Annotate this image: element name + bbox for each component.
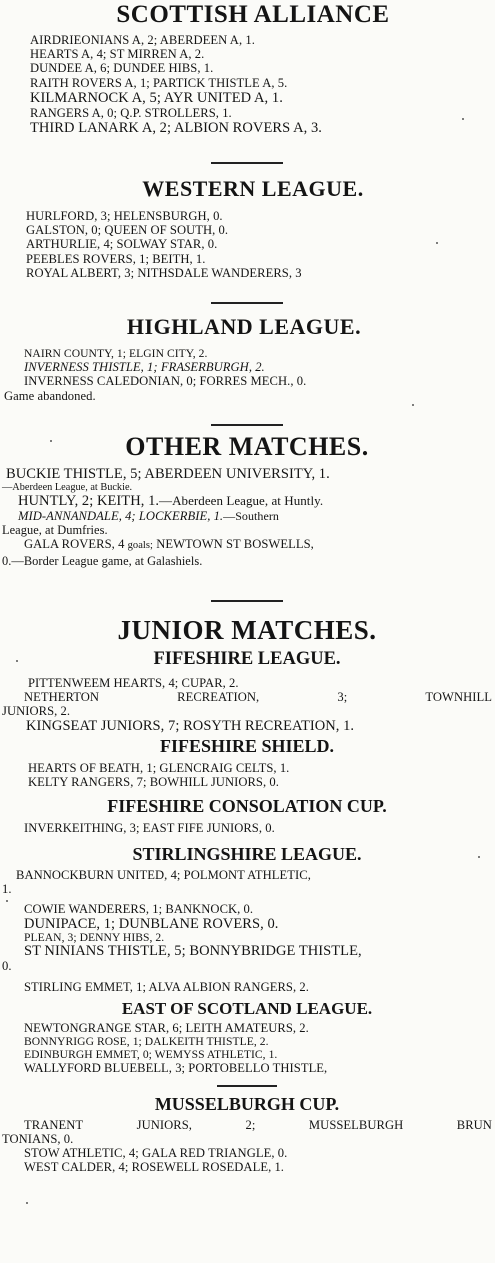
match-result: ARTHURLIE, 4; SOLWAY STAR, 0. <box>26 237 218 252</box>
other-matches-section <box>2 434 492 568</box>
match-result: BANNOCKBURN UNITED, 4; POLMONT ATHLETIC, <box>16 867 311 882</box>
scan-speck <box>6 900 8 902</box>
match-result: KINGSEAT JUNIORS, 7; ROSYTH RECREATION, 1. <box>26 718 355 735</box>
section-heading: HIGHLAND LEAGUE. <box>126 314 362 339</box>
junior-matches-section <box>2 617 492 1174</box>
match-note: 0.—Border League game, at Galashiels. <box>2 553 203 568</box>
match-result: BUCKIE THISTLE, 5; ABERDEEN UNIVERSITY, 1. <box>6 466 330 482</box>
scan-speck <box>16 660 18 662</box>
match-result: DUNIPACE, 1; DUNBLANE ROVERS, 0. <box>24 916 279 933</box>
match-result: KILMARNOCK A, 5; AYR UNITED A, 1. <box>30 89 283 106</box>
match-result: PITTENWEEM HEARTS, 4; CUPAR, 2. <box>28 675 239 690</box>
match-result-cont: 0. <box>2 959 12 974</box>
match-result: KELTY RANGERS, 7; BOWHILL JUNIORS, 0. <box>28 775 279 790</box>
match-result: BONNYRIGG ROSE, 1; DALKEITH THISTLE, 2. <box>24 1034 269 1048</box>
match-result-cont: TONIANS, 0. <box>2 1131 74 1146</box>
word: 3; <box>337 689 348 704</box>
highland-league-section <box>4 316 484 403</box>
match-note: —Aberdeen League, at Buckie. <box>2 482 133 493</box>
scan-speck <box>50 440 52 442</box>
word: RECREATION, <box>177 689 260 704</box>
scan-speck <box>436 242 438 244</box>
match-result: THIRD LANARK A, 2; ALBION ROVERS A, 3. <box>30 120 322 137</box>
goals-word: goals; <box>127 540 154 552</box>
match-note: —Aberdeen League, at Huntly. <box>159 493 324 508</box>
subsection-heading: FIFESHIRE LEAGUE. <box>153 649 341 669</box>
section-heading: SCOTTISH ALLIANCE <box>116 1 390 28</box>
section-divider <box>211 424 283 426</box>
section-heading: WESTERN LEAGUE. <box>142 176 364 201</box>
match-result-main: GALA ROVERS, 4 <box>24 537 125 552</box>
match-result: INVERKEITHING, 3; EAST FIFE JUNIORS, 0. <box>24 820 275 835</box>
match-result: WALLYFORD BLUEBELL, 3; PORTOBELLO THISTLE, <box>24 1061 328 1076</box>
match-note: Game abandoned. <box>4 388 96 403</box>
match-result: HEARTS OF BEATH, 1; GLENCRAIG CELTS, 1. <box>28 761 290 776</box>
word: NETHERTON <box>24 689 100 704</box>
match-result-rest: NEWTOWN ST BOSWELLS, <box>156 537 314 552</box>
match-result: RAITH ROVERS A, 1; PARTICK THISTLE A, 5. <box>30 75 288 90</box>
match-result: INVERNESS CALEDONIAN, 0; FORRES MECH., 0. <box>24 374 307 389</box>
match-result: HURLFORD, 3; HELENSBURGH, 0. <box>26 209 223 223</box>
match-result: ROYAL ALBERT, 3; NITHSDALE WANDERERS, 3 <box>26 265 302 280</box>
scan-speck <box>462 118 464 120</box>
subsection-heading: EAST OF SCOTLAND LEAGUE. <box>121 998 373 1018</box>
scan-speck <box>478 856 480 858</box>
match-result: ST NINIANS THISTLE, 5; BONNYBRIDGE THISTLE, <box>24 943 362 960</box>
subsection-heading: FIFESHIRE SHIELD. <box>159 736 335 757</box>
match-result: NAIRN COUNTY, 1; ELGIN CITY, 2. <box>24 347 208 360</box>
match-result: COWIE WANDERERS, 1; BANKNOCK, 0. <box>24 902 254 917</box>
match-result: GALSTON, 0; QUEEN OF SOUTH, 0. <box>26 223 229 238</box>
word: MUSSELBURGH <box>308 1117 404 1132</box>
match-result: NEWTONGRANGE STAR, 6; LEITH AMATEURS, 2. <box>24 1020 309 1035</box>
match-result <box>2 493 492 509</box>
match-result: WEST CALDER, 4; ROSEWELL ROSEDALE, 1. <box>24 1160 285 1175</box>
section-heading: JUNIOR MATCHES. <box>117 615 377 645</box>
match-result <box>2 690 492 704</box>
word: JUNIORS, <box>136 1117 192 1132</box>
subsection-heading: FIFESHIRE CONSOLATION CUP. <box>107 795 387 816</box>
match-result <box>2 509 492 523</box>
match-result <box>2 1118 492 1132</box>
match-result: DUNDEE A, 6; DUNDEE HIBS, 1. <box>30 61 214 76</box>
section-heading: OTHER MATCHES. <box>125 432 369 461</box>
match-note: —Southern <box>223 509 279 523</box>
match-result-main: MID-ANNANDALE, 4; LOCKERBIE, 1. <box>18 509 224 523</box>
match-result-main: HUNTLY, 2; KEITH, 1. <box>18 493 160 509</box>
match-result-cont: JUNIORS, 2. <box>2 703 71 718</box>
section-divider <box>211 162 283 164</box>
match-result: PLEAN, 3; DENNY HIBS, 2. <box>24 931 165 945</box>
match-result-cont: 1. <box>2 881 12 896</box>
section-divider <box>217 1085 277 1087</box>
match-result: STIRLING EMMET, 1; ALVA ALBION RANGERS, 2. <box>24 979 309 994</box>
match-result <box>2 537 492 553</box>
match-result: EDINBURGH EMMET, 0; WEMYSS ATHLETIC, 1. <box>24 1048 278 1062</box>
scottish-alliance-section <box>22 2 484 136</box>
scan-speck <box>26 1202 28 1204</box>
word: BRUN <box>456 1117 492 1132</box>
match-result: HEARTS A, 4; ST MIRREN A, 2. <box>30 47 205 62</box>
word: TOWNHILL <box>425 689 492 704</box>
word: 2; <box>245 1117 256 1132</box>
match-result: INVERNESS THISTLE, 1; FRASERBURGH, 2. <box>24 360 265 375</box>
subsection-heading: MUSSELBURGH CUP. <box>154 1093 340 1114</box>
match-result: STOW ATHLETIC, 4; GALA RED TRIANGLE, 0. <box>24 1145 288 1160</box>
subsection-heading: STIRLINGSHIRE LEAGUE. <box>132 843 362 864</box>
match-note: League, at Dumfries. <box>2 523 108 538</box>
section-divider <box>211 600 283 602</box>
match-result: AIRDRIEONIANS A, 2; ABERDEEN A, 1. <box>30 33 255 47</box>
word: TRANENT <box>24 1117 84 1132</box>
match-result: RANGERS A, 0; Q.P. STROLLERS, 1. <box>30 105 232 120</box>
western-league-section <box>22 178 484 280</box>
scan-speck <box>412 404 414 406</box>
match-result: PEEBLES ROVERS, 1; BEITH, 1. <box>26 251 206 266</box>
section-divider <box>211 302 283 304</box>
